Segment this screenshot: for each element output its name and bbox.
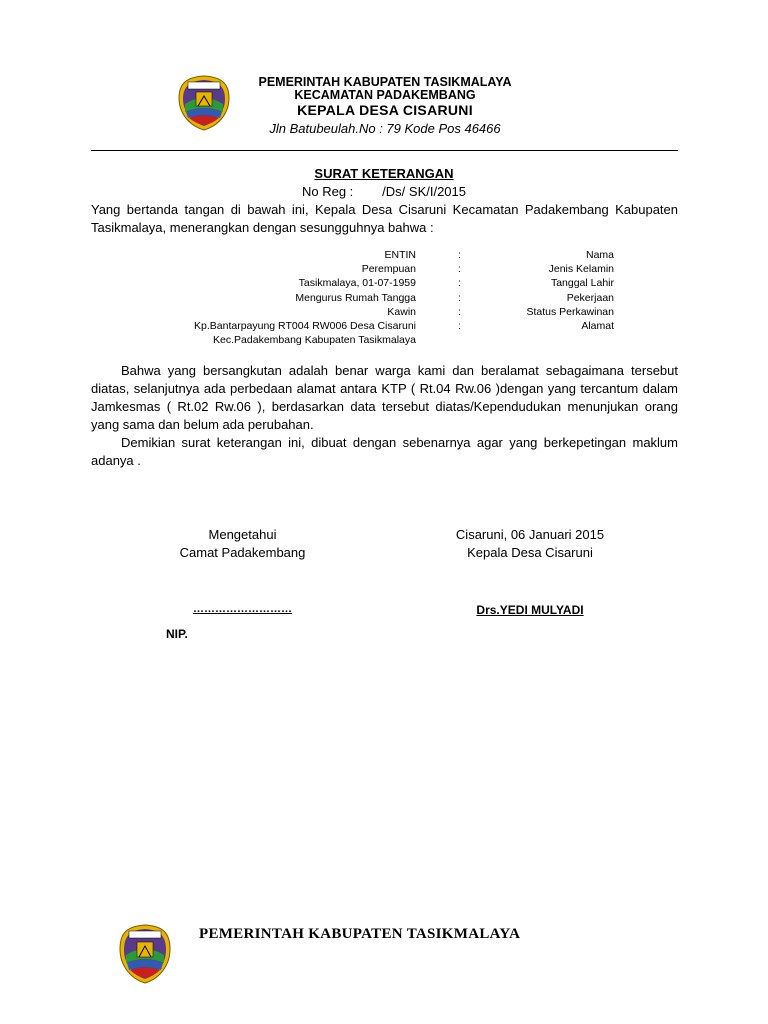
acknowledged-label: Mengetahui — [208, 527, 277, 542]
detail-colon: : — [458, 292, 461, 304]
detail-value: Mengurus Rumah Tangga — [295, 292, 416, 304]
detail-label: Pekerjaan — [566, 292, 614, 304]
detail-colon: : — [458, 263, 461, 275]
detail-label: Tanggal Lahir — [550, 277, 614, 289]
header-village-head: KEPALA DESA CISARUNI — [297, 102, 473, 118]
detail-row-address-cont — [0, 333, 768, 347]
header-regency: PEMERINTAH KABUPATEN TASIKMALAYA — [258, 75, 512, 89]
place-date: Cisaruni, 06 Januari 2015 — [455, 527, 605, 542]
detail-label: Status Perkawinan — [526, 306, 614, 318]
detail-row-occupation — [0, 291, 768, 305]
detail-colon: : — [458, 320, 461, 332]
detail-value: ENTIN — [384, 249, 416, 261]
detail-row-birth — [0, 276, 768, 290]
detail-colon: : — [458, 306, 461, 318]
detail-value: Kec.Padakembang Kabupaten Tasikmalaya — [213, 334, 416, 346]
camat-title: Camat Padakembang — [179, 545, 306, 560]
detail-label: Nama — [585, 249, 614, 261]
detail-colon: : — [458, 249, 461, 261]
detail-row-marital — [0, 305, 768, 319]
footer-regency-title: PEMERINTAH KABUPATEN TASIKMALAYA — [199, 926, 521, 942]
intro-paragraph: Yang bertanda tangan di bawah ini, Kepala Desa Cisaruni Kecamatan Padakembang Kabupaten Tasikmalaya, menerangkan dengan sesungguhnya bahwa : — [91, 202, 678, 235]
letter-title — [0, 166, 768, 181]
detail-row-name — [0, 248, 768, 262]
detail-label: Alamat — [581, 320, 614, 332]
header-address: Jln Batubeulah.No : 79 Kode Pos 46466 — [269, 121, 501, 136]
footer-regency-emblem-logo — [117, 923, 173, 985]
regency-emblem-logo — [176, 74, 232, 132]
detail-value: Perempuan — [361, 263, 416, 275]
detail-colon: : — [458, 277, 461, 289]
detail-value: Kp.Bantarpayung RT004 RW006 Desa Cisaruni — [194, 320, 416, 332]
registration-number: No Reg : /Ds/ SK/I/2015 — [301, 184, 467, 199]
header-divider — [91, 150, 678, 151]
body-paragraph-1: Bahwa yang bersangkutan adalah benar warga kami dan beralamat sebagaimana tersebut diatas, selanjutnya ada perbedaan alamat antara KTP ( Rt.04 Rw.06 )dengan yang tercantum dalam Jamkesmas ( Rt.02 Rw.06 ), berdasarkan data tersebut diatas/Kependudukan menunjukan orang yang sama dan belum ada perubahan. — [91, 363, 678, 432]
camat-name-placeholder — [160, 603, 325, 615]
header-district: KECAMATAN PADAKEMBANG — [294, 88, 476, 102]
village-head-name-text: Drs.YEDI MULYADI — [476, 603, 584, 617]
detail-row-gender — [0, 262, 768, 276]
village-head-name — [440, 603, 620, 617]
detail-value: Kawin — [387, 306, 416, 318]
letter-title-text: SURAT KETERANGAN — [314, 166, 454, 181]
camat-name-dots: ……………………… — [193, 603, 292, 615]
detail-value: Tasikmalaya, 01-07-1959 — [298, 277, 416, 289]
detail-row-address — [0, 319, 768, 333]
detail-label: Jenis Kelamin — [548, 263, 614, 275]
village-head-title: Kepala Desa Cisaruni — [467, 545, 593, 560]
camat-nip: NIP. — [166, 627, 188, 641]
body-paragraph-2: Demikian surat keterangan ini, dibuat dengan sebenarnya agar yang berkepetingan maklum adanya . — [91, 435, 678, 468]
